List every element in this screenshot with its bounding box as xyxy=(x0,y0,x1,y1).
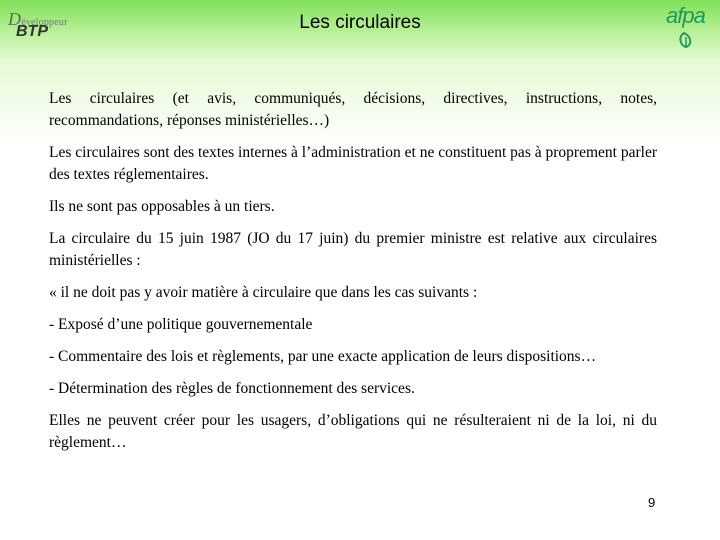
paragraph-obligations: Elles ne peuvent créer pour les usagers, d’obligations qui ne résulteraient ni de la loi, ni du règlement… xyxy=(49,412,657,451)
paragraph-quote-intro: « il ne doit pas y avoir matière à circulaire que dans les cas suivants : xyxy=(49,284,478,301)
slide-header xyxy=(0,0,720,54)
paragraph-not-opposable: Ils ne sont pas opposables à un tiers. xyxy=(49,198,275,215)
afpa-logo-text: afpa xyxy=(666,3,705,28)
paragraph-circular-1987: La circulaire du 15 juin 1987 (JO du 17 juin) du premier ministre est relative aux circulaires ministérielles : xyxy=(49,230,657,269)
afpa-logo xyxy=(662,3,716,49)
list-item-policy: - Exposé d’une politique gouvernementale xyxy=(49,316,313,333)
list-item-commentary: - Commentaire des lois et règlements, par une exacte application de leurs dispositions… xyxy=(49,348,597,365)
logo-line2: BTP xyxy=(16,23,48,40)
page-number: 9 xyxy=(648,495,656,510)
slide-title: Les circulaires xyxy=(299,12,421,33)
logo-line1: Développeur xyxy=(8,9,68,29)
list-item-rules: - Détermination des règles de fonctionnement des services. xyxy=(49,380,415,397)
afpa-leaf-icon xyxy=(662,3,716,49)
paragraph-intro: Les circulaires (et avis, communiqués, décisions, directives, instructions, notes, recommandations, réponses ministérielles…) xyxy=(49,90,657,129)
slide-body xyxy=(49,88,657,464)
paragraph-internal-texts: Les circulaires sont des textes internes à l’administration et ne constituent pas à proprement parler des textes réglementaires. xyxy=(49,144,657,183)
